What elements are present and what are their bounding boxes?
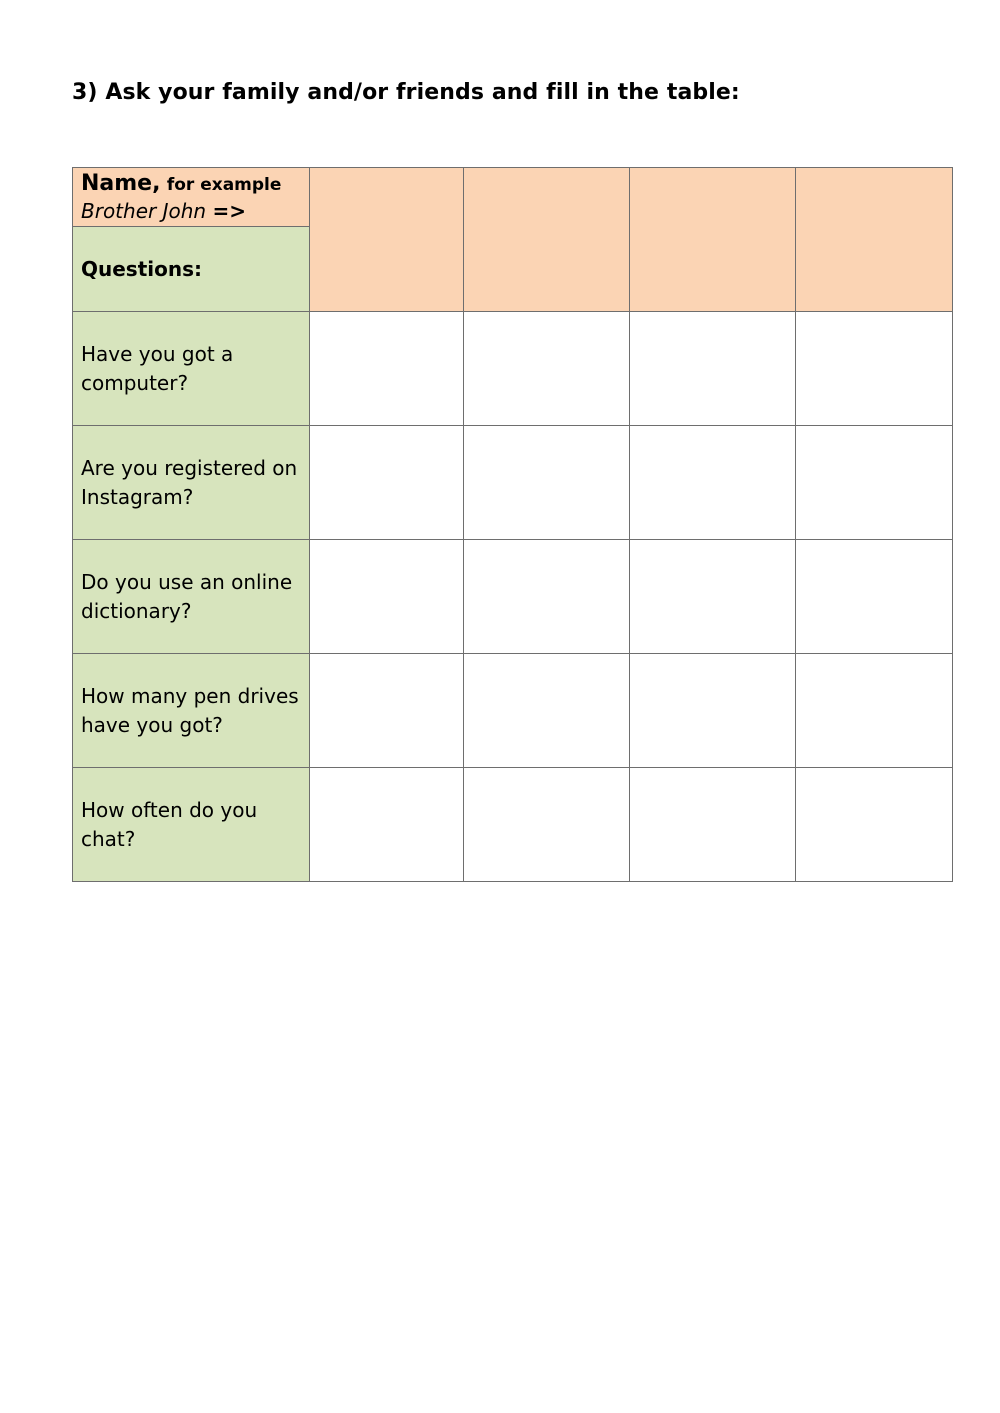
answer-cell[interactable] bbox=[796, 312, 953, 426]
answer-cell[interactable] bbox=[310, 540, 464, 654]
table-row bbox=[73, 426, 953, 540]
answer-cell[interactable] bbox=[464, 654, 630, 768]
answer-cell[interactable] bbox=[630, 540, 796, 654]
example-line bbox=[81, 198, 301, 224]
question-cell: How often do you chat? bbox=[73, 768, 310, 882]
answer-cell[interactable] bbox=[310, 312, 464, 426]
questions-label: Questions: bbox=[73, 227, 310, 312]
name-entry-cell-4[interactable] bbox=[796, 168, 953, 312]
question-cell: How many pen drives have you got? bbox=[73, 654, 310, 768]
table-row bbox=[73, 768, 953, 882]
question-cell: Do you use an online dictionary? bbox=[73, 540, 310, 654]
answer-cell[interactable] bbox=[796, 426, 953, 540]
answer-cell[interactable] bbox=[310, 426, 464, 540]
answer-cell[interactable] bbox=[630, 768, 796, 882]
name-label: Name, bbox=[81, 171, 161, 196]
question-cell: Have you got a computer? bbox=[73, 312, 310, 426]
answer-cell[interactable] bbox=[630, 312, 796, 426]
question-cell: Are you registered on Instagram? bbox=[73, 426, 310, 540]
answer-cell[interactable] bbox=[464, 312, 630, 426]
name-entry-cell-2[interactable] bbox=[464, 168, 630, 312]
answer-cell[interactable] bbox=[796, 540, 953, 654]
answer-cell[interactable] bbox=[630, 426, 796, 540]
answer-cell[interactable] bbox=[796, 654, 953, 768]
example-name: Brother John bbox=[81, 199, 207, 223]
name-entry-cell-1[interactable] bbox=[310, 168, 464, 312]
exercise-heading: 3) Ask your family and/or friends and fill in the table: bbox=[72, 80, 740, 105]
answer-cell[interactable] bbox=[464, 540, 630, 654]
answer-cell[interactable] bbox=[464, 768, 630, 882]
arrow-icon: => bbox=[212, 199, 246, 223]
answer-cell[interactable] bbox=[630, 654, 796, 768]
answer-cell[interactable] bbox=[796, 768, 953, 882]
for-example-label: for example bbox=[166, 175, 282, 195]
table-header-row bbox=[73, 168, 953, 227]
name-entry-cell-3[interactable] bbox=[630, 168, 796, 312]
answer-cell[interactable] bbox=[464, 426, 630, 540]
table-row bbox=[73, 540, 953, 654]
table-row bbox=[73, 654, 953, 768]
answer-cell[interactable] bbox=[310, 768, 464, 882]
name-header-cell bbox=[73, 168, 310, 227]
table-row bbox=[73, 312, 953, 426]
survey-table bbox=[72, 167, 953, 882]
answer-cell[interactable] bbox=[310, 654, 464, 768]
